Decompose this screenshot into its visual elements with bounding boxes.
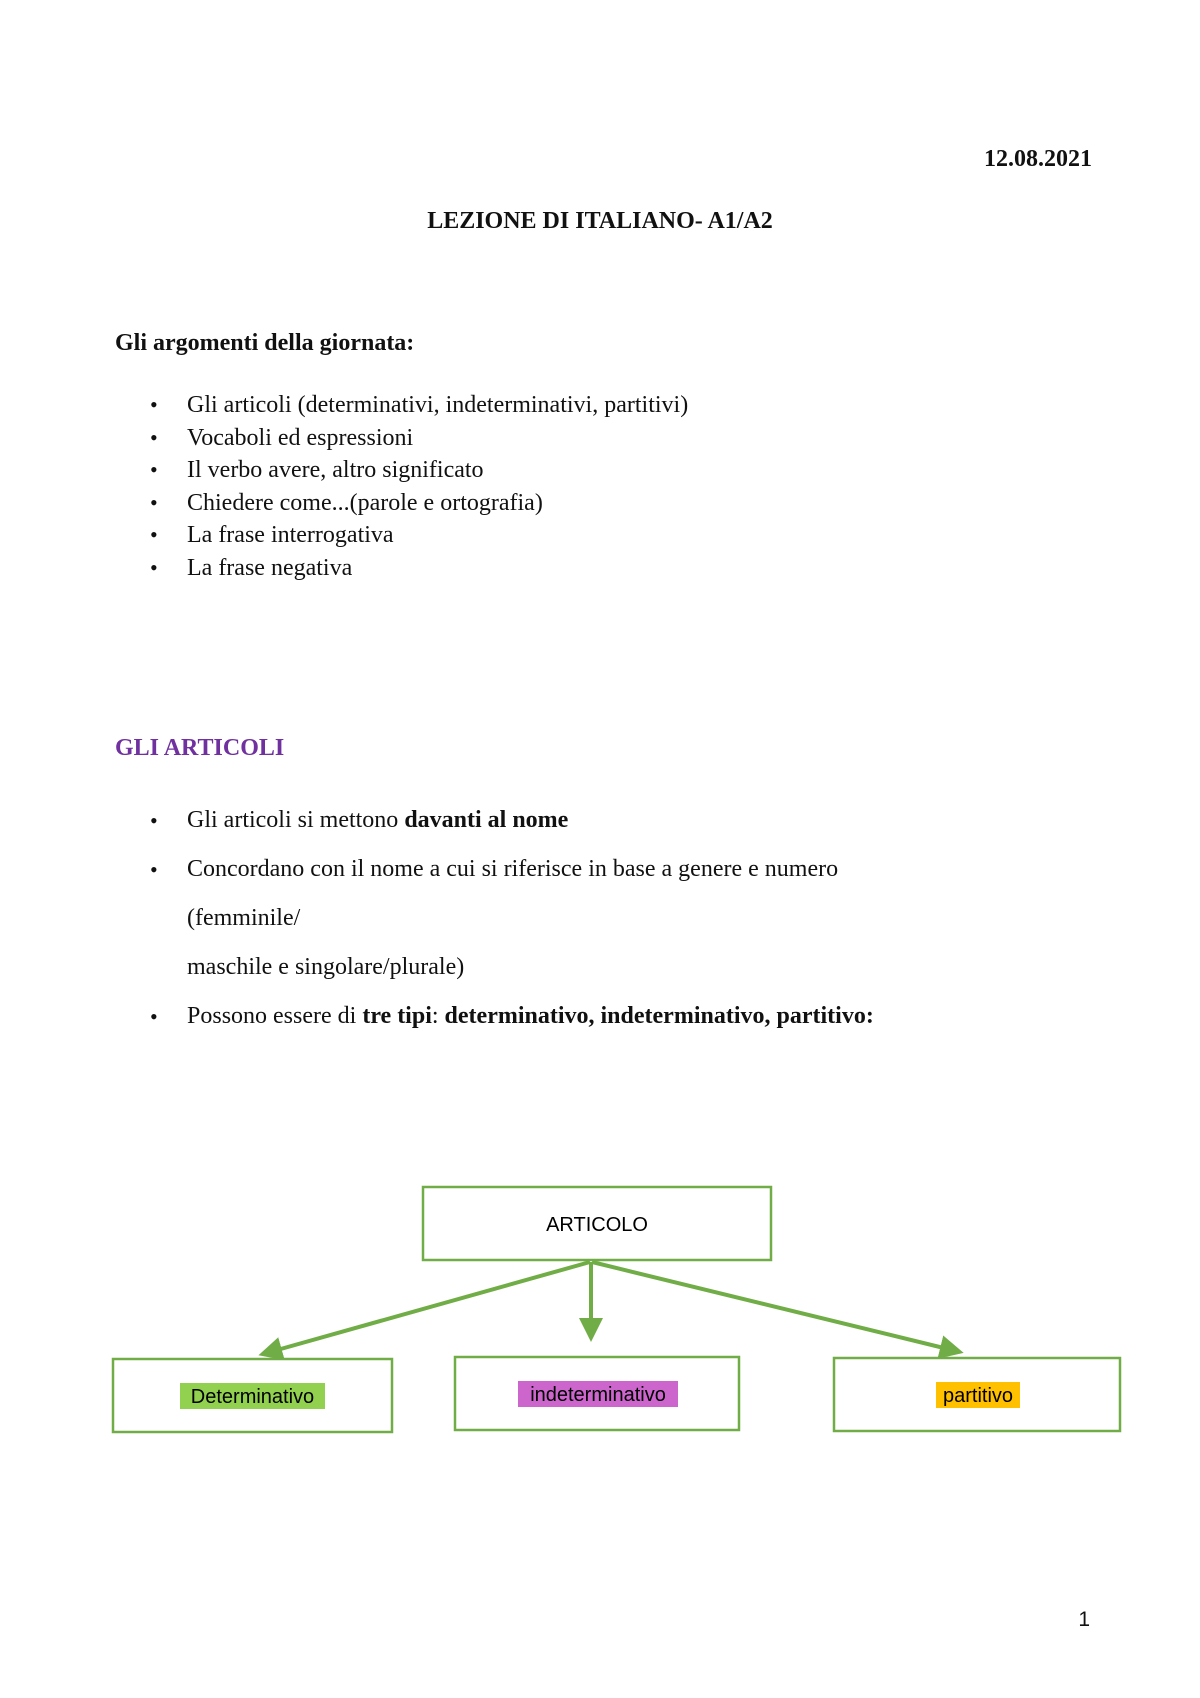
bold-text: davanti al nome [404, 807, 569, 833]
list-item: • La frase negativa [0, 552, 688, 585]
indeterminativo-label: indeterminativo [530, 1384, 666, 1406]
list-item: • Possono essere di tre tipi: determinativo, indeterminativo, partitivo: [0, 992, 874, 1041]
bullet-icon: • [150, 554, 158, 580]
section-heading: GLI ARTICOLI [115, 735, 285, 761]
bullet-icon: • [150, 808, 158, 833]
bullet-icon: • [150, 857, 158, 882]
bold-text: determinativo, indeterminativo, partitivo: [444, 1003, 874, 1029]
list-item: • Concordano con il nome a cui si riferisce in base a genere e numero (femminile/ maschile e singolare/plurale) [0, 845, 874, 992]
list-item: • Gli articoli (determinativi, indeterminativi, partitivi) [0, 389, 688, 422]
bold-text: tre tipi [362, 1003, 432, 1029]
bullet-icon: • [150, 424, 158, 450]
list-item: • Gli articoli si mettono davanti al nome [0, 796, 874, 845]
arrow-to-partitivo [592, 1262, 952, 1350]
list-item: • Chiedere come...(parole e ortografia) [0, 487, 688, 520]
list-item: • Vocaboli ed espressioni [0, 422, 688, 455]
lesson-date: 12.08.2021 [984, 146, 1092, 172]
page-title: LEZIONE DI ITALIANO- A1/A2 [427, 208, 773, 234]
topics-heading: Gli argomenti della giornata: [115, 330, 415, 356]
bullet-icon: • [150, 489, 158, 515]
root-label: ARTICOLO [546, 1214, 648, 1236]
list-item: • Il verbo avere, altro significato [0, 454, 688, 487]
partitivo-label: partitivo [942, 1385, 1014, 1407]
bullet-icon: • [150, 457, 158, 483]
determinativo-label: Determinativo [190, 1386, 315, 1408]
bullet-icon: • [150, 1004, 158, 1029]
bullet-icon: • [150, 522, 158, 548]
bullet-icon: • [150, 392, 158, 417]
page-number: 1 [1078, 1608, 1090, 1631]
arrow-to-determinativo [270, 1262, 590, 1352]
list-item: • La frase interrogativa [0, 519, 688, 552]
